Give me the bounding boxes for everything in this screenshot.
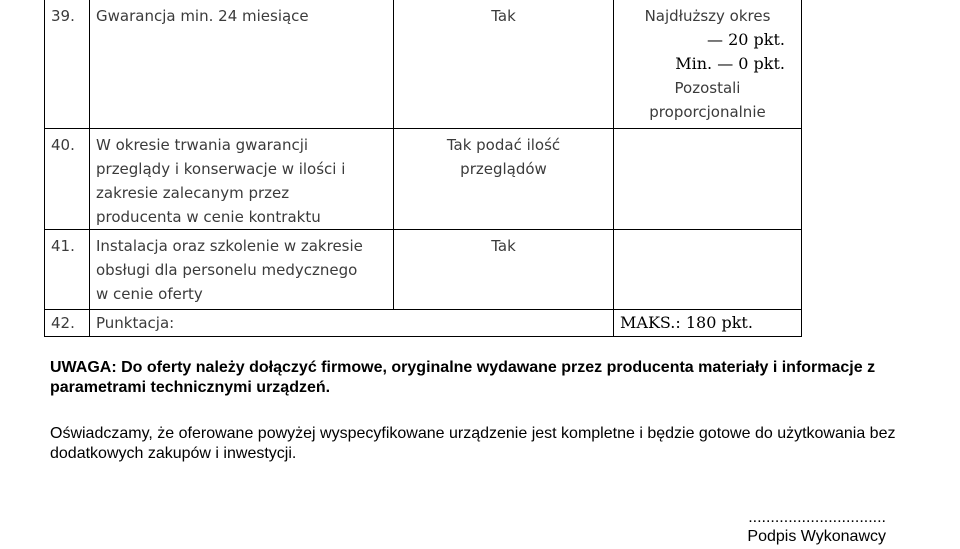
row-description: Instalacja oraz szkolenie w zakresie obsługi dla personelu medycznego w cenie oferty	[90, 229, 394, 309]
total-number: 42.	[45, 309, 90, 336]
declaration-text: Oświadczamy, że oferowane powyżej wyspecyfikowane urządzenie jest kompletne i będzie gotowe do użytkowania bez dodatkowych zakupów i inwestycji.	[50, 425, 896, 462]
table-row	[45, 0, 802, 128]
row-description: W okresie trwania gwarancji przeglądy i konserwacje w ilości i zakresie zalecanym przez producenta w cenie kontraktu	[90, 128, 394, 229]
row-evaluation	[614, 229, 802, 309]
total-label: Punktacja:	[90, 309, 614, 336]
table-row	[45, 229, 802, 309]
table-row	[45, 128, 802, 229]
row-evaluation: Najdłuższy okres — 20 pkt. Min. — 0 pkt. Pozostali proporcjonalnie	[614, 0, 802, 128]
warning-note: UWAGA: Do oferty należy dołączyć firmowe, oryginalne wydawane przez producenta materiały i informacje z parametrami technicznymi urządzeń.	[50, 359, 876, 396]
signature-label: Podpis Wykonawcy	[747, 528, 886, 545]
row-requirement: Tak	[394, 229, 614, 309]
row-number: 40.	[45, 128, 90, 229]
specification-table	[44, 0, 802, 337]
row-number: 41.	[45, 229, 90, 309]
row-number: 39.	[45, 0, 90, 128]
signature-line: ...............................	[748, 509, 886, 526]
row-description: Gwarancja min. 24 miesiące	[90, 0, 394, 128]
row-requirement: Tak	[394, 0, 614, 128]
total-row	[45, 309, 802, 336]
row-evaluation	[614, 128, 802, 229]
total-value: MAKS.: 180 pkt.	[614, 309, 802, 336]
row-requirement: Tak podać ilość przeglądów	[394, 128, 614, 229]
